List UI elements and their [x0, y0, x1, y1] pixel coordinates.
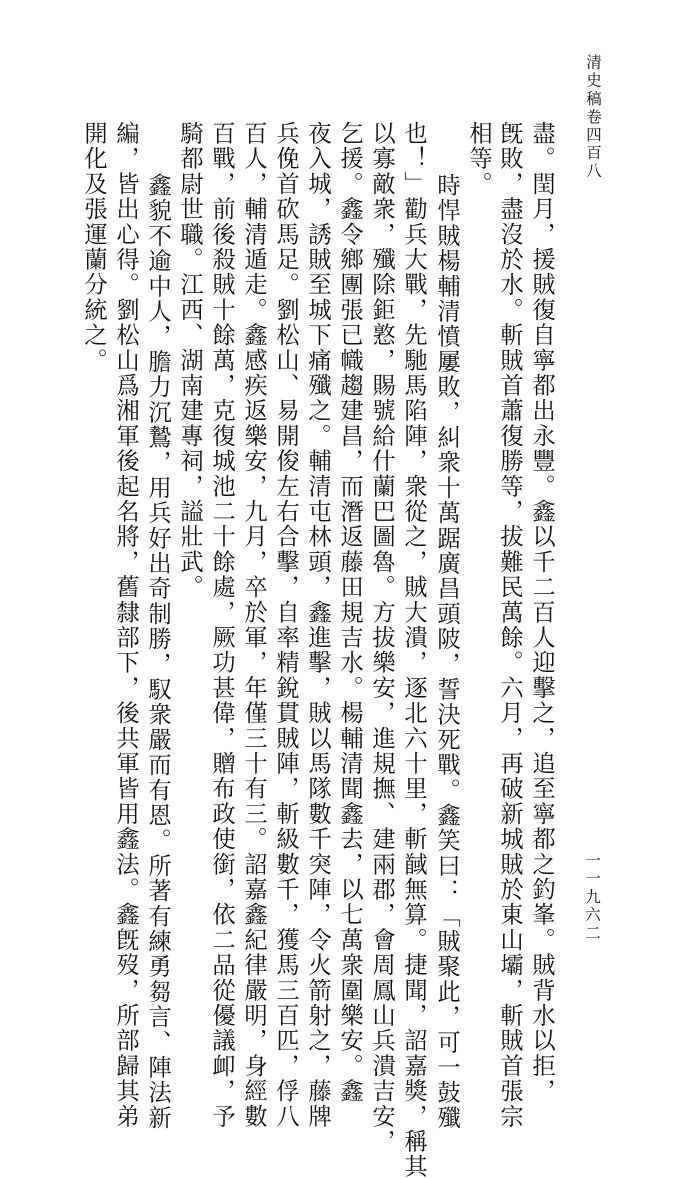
text-column: 夜入城，誘賊至城下痛殲之。輔清屯林頭，鑫進擊，賊以馬隊數千突陣，令火箭射之，藤牌 [304, 121, 331, 1129]
text-column: 編，皆出心得。劉松山爲湘軍後起名將，舊隸部下，後共軍皆用鑫法。鑫旣歿，所部歸其弟 [112, 121, 139, 1129]
running-title: 清史稿卷四百八 [584, 54, 602, 181]
text-column: 旣敗，盡沒於水。斬賊首蕭復勝等，拔難民萬餘。六月，再破新城賊於東山壩，斬賊首張宗 [496, 121, 523, 1129]
text-column: 也！」勸兵大戰，先馳馬陷陣，衆從之，賊大潰，逐北六十里，斬馘無算。捷聞，詔嘉獎，稱其 [400, 121, 427, 1179]
page-number: 一一九六二 [583, 852, 601, 943]
text-column: 時悍賊楊輔清憤屢敗，糾衆十萬踞廣昌頭陂，誓決死戰。鑫笑曰：「賊聚此，可一鼓殲 [433, 173, 460, 1131]
text-column: 百戰，前後殺賊十餘萬，克復城池二十餘處，厥功甚偉，贈布政使銜，依二品從優議卹，予 [208, 121, 235, 1129]
text-column: 相等。 [465, 121, 492, 197]
text-column: 乞援。鑫令鄉團張已幟趨建昌，而潛返藤田規吉水。楊輔清聞鑫去，以七萬衆圍樂安。鑫 [336, 121, 363, 1104]
text-column: 鑫貌不逾中人，膽力沉鷙，用兵好出奇制勝，馭衆嚴而有恩。所著有練勇芻言、陣法新 [144, 173, 171, 1131]
text-column: 以寡敵衆，殲除鉅憝，賜號給什蘭巴圖魯。方拔樂安，進規撫、建兩郡，會周鳳山兵潰吉安， [368, 121, 395, 1155]
text-column: 兵俛首砍馬足。劉松山、易開俊左右合擊，自率精銳貫賊陣，斬級數千，獲馬三百匹，俘八 [272, 121, 299, 1129]
text-column: 開化及張運蘭分統之。 [80, 121, 107, 373]
text-column: 盡。閏月，援賊復自寧都出永豐。鑫以千二百人迎擊之，追至寧都之釣峯。賊背水以拒， [528, 121, 555, 1104]
text-column: 騎都尉世職。江西、湖南建專祠，謚壯武。 [176, 121, 203, 600]
text-column: 百人，輔清遁走。鑫感疾返樂安，九月，卒於軍，年僅三十有三。詔嘉鑫紀律嚴明，身經數 [240, 121, 267, 1129]
